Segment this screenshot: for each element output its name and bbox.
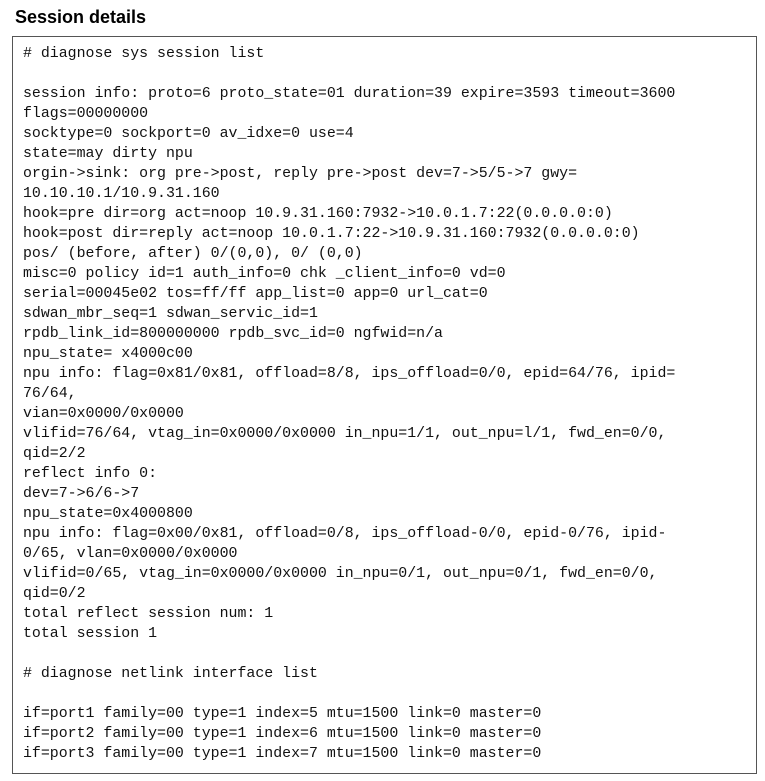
console-line: # diagnose sys session list: [23, 46, 265, 62]
console-line: 10.10.10.1/10.9.31.160: [23, 186, 220, 202]
console-line: hook=pre dir=org act=noop 10.9.31.160:7932->10.0.1.7:22(0.0.0.0:0): [23, 206, 613, 222]
console-line: vlifid=0/65, vtag_in=0x0000/0x0000 in_npu=0/1, out_npu=0/1, fwd_en=0/0,: [23, 566, 658, 582]
console-line: qid=0/2: [23, 586, 86, 602]
console-line: if=port2 family=00 type=1 index=6 mtu=1500 link=0 master=0: [23, 726, 542, 742]
console-line: if=port1 family=00 type=1 index=5 mtu=1500 link=0 master=0: [23, 706, 542, 722]
console-output: [23, 44, 754, 764]
console-line: npu info: flag=0x00/0x81, offload=0/8, ips_offload-0/0, epid-0/76, ipid-: [23, 526, 667, 542]
console-line: dev=7->6/6->7: [23, 486, 140, 502]
console-line: npu info: flag=0x81/0x81, offload=8/8, ips_offload=0/0, epid=64/76, ipid=: [23, 366, 676, 382]
console-line: socktype=0 sockport=0 av_idxe=0 use=4: [23, 126, 354, 142]
console-line: pos/ (before, after) 0/(0,0), 0/ (0,0): [23, 246, 363, 262]
console-line: orgin->sink: org pre->post, reply pre->post dev=7->5/5->7 gwy=: [23, 166, 578, 182]
console-line: total reflect session num: 1: [23, 606, 274, 622]
console-line: 76/64,: [23, 386, 77, 402]
console-line: vlifid=76/64, vtag_in=0x0000/0x0000 in_npu=1/1, out_npu=l/1, fwd_en=0/0,: [23, 426, 667, 442]
console-line: [23, 64, 754, 84]
console-line: # diagnose netlink interface list: [23, 666, 318, 682]
console-line: reflect info 0:: [23, 466, 158, 482]
console-line: 0/65, vlan=0x0000/0x0000: [23, 546, 238, 562]
console-line: [23, 684, 754, 704]
console-line: sdwan_mbr_seq=1 sdwan_servic_id=1: [23, 306, 318, 322]
console-line: state=may dirty npu: [23, 146, 193, 162]
console-line: misc=0 policy id=1 auth_info=0 chk _client_info=0 vd=0: [23, 266, 506, 282]
session-output-panel: [12, 36, 757, 774]
console-line: npu_state= x4000c00: [23, 346, 193, 362]
console-line: total session 1: [23, 626, 158, 642]
console-line: qid=2/2: [23, 446, 86, 462]
console-line: rpdb_link_id=800000000 rpdb_svc_id=0 ngfwid=n/a: [23, 326, 443, 342]
console-line: serial=00045e02 tos=ff/ff app_list=0 app=0 url_cat=0: [23, 286, 488, 302]
console-line: npu_state=0x4000800: [23, 506, 193, 522]
console-line: vian=0x0000/0x0000: [23, 406, 184, 422]
console-line: [23, 644, 754, 664]
console-line: session info: proto=6 proto_state=01 duration=39 expire=3593 timeout=3600: [23, 86, 676, 102]
console-line: hook=post dir=reply act=noop 10.0.1.7:22->10.9.31.160:7932(0.0.0.0:0): [23, 226, 640, 242]
page-title: Session details: [15, 7, 147, 27]
console-line: flags=00000000: [23, 106, 149, 122]
console-line: if=port3 family=00 type=1 index=7 mtu=1500 link=0 master=0: [23, 746, 542, 762]
